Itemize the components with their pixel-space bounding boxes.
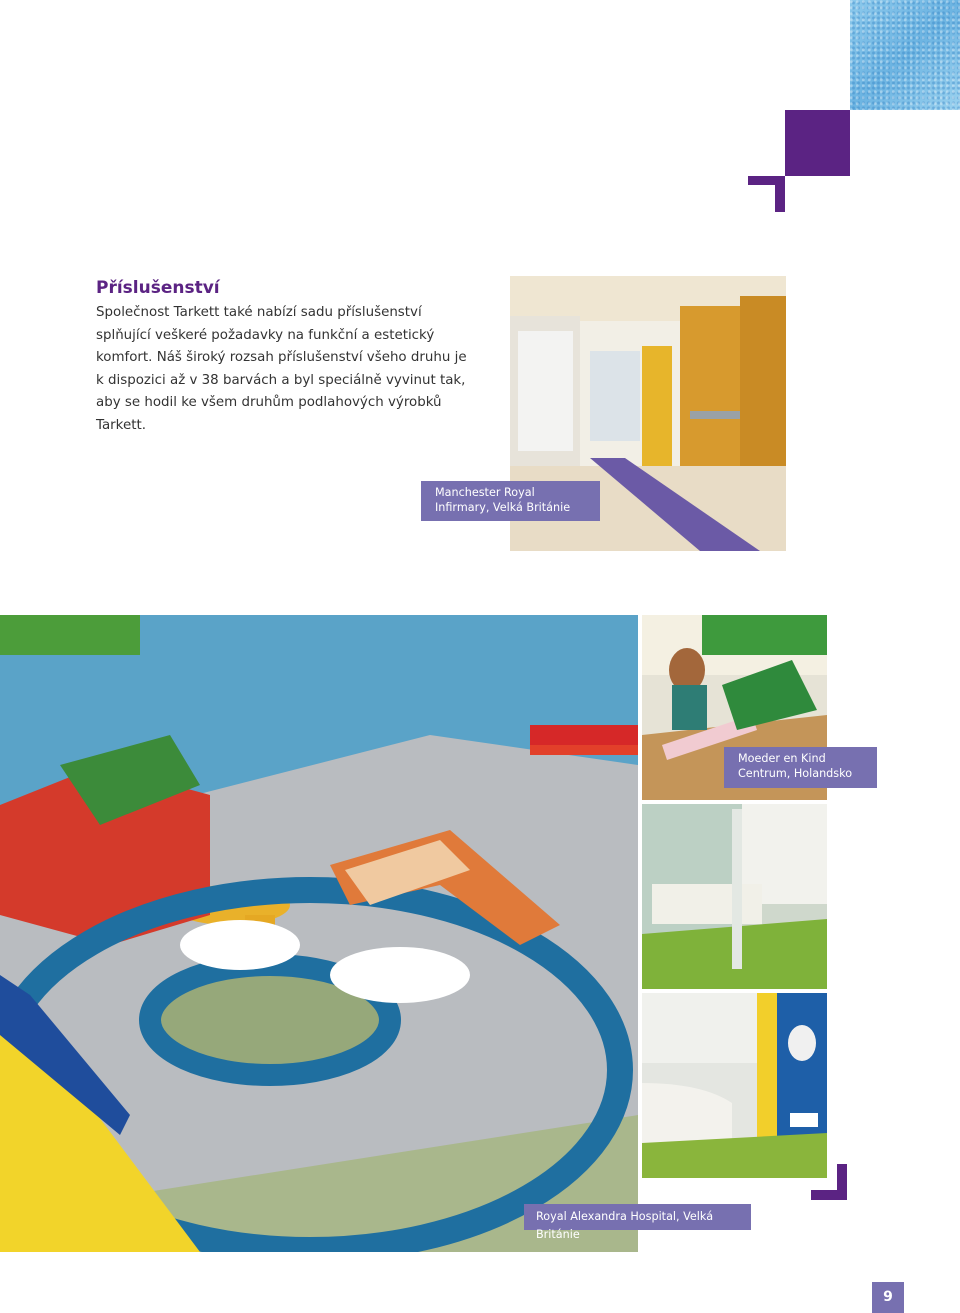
caption-manchester: Manchester Royal Infirmary, Velká Británie — [421, 481, 600, 521]
body-paragraph: Společnost Tarkett také nabízí sadu příslušenství splňující veškeré požadavky na funkční a estetický komfort. Náš široký rozsah příslušenství všeho druhu je k dispozici až v 38 barvách a byl speciálně vyvinut tak, aby se hodil ke všem druhům podlahových výrobků Tarkett. — [96, 305, 467, 433]
decorative-purple-square — [785, 110, 850, 176]
decorative-texture-block — [850, 0, 960, 110]
photo-glass-office — [642, 804, 827, 989]
decorative-bracket-vertical — [775, 176, 785, 212]
photo-carousel-playroom — [0, 615, 638, 1252]
decorative-bracket-bottom-vertical — [837, 1164, 847, 1200]
section-title: Příslušenství — [96, 278, 220, 298]
photo-reception-desk — [642, 993, 827, 1178]
caption-royal-alexandra: Royal Alexandra Hospital, Velká Británie — [524, 1204, 751, 1230]
page-number: 9 — [872, 1282, 904, 1313]
caption-moeder: Moeder en Kind Centrum, Holandsko — [724, 747, 877, 788]
